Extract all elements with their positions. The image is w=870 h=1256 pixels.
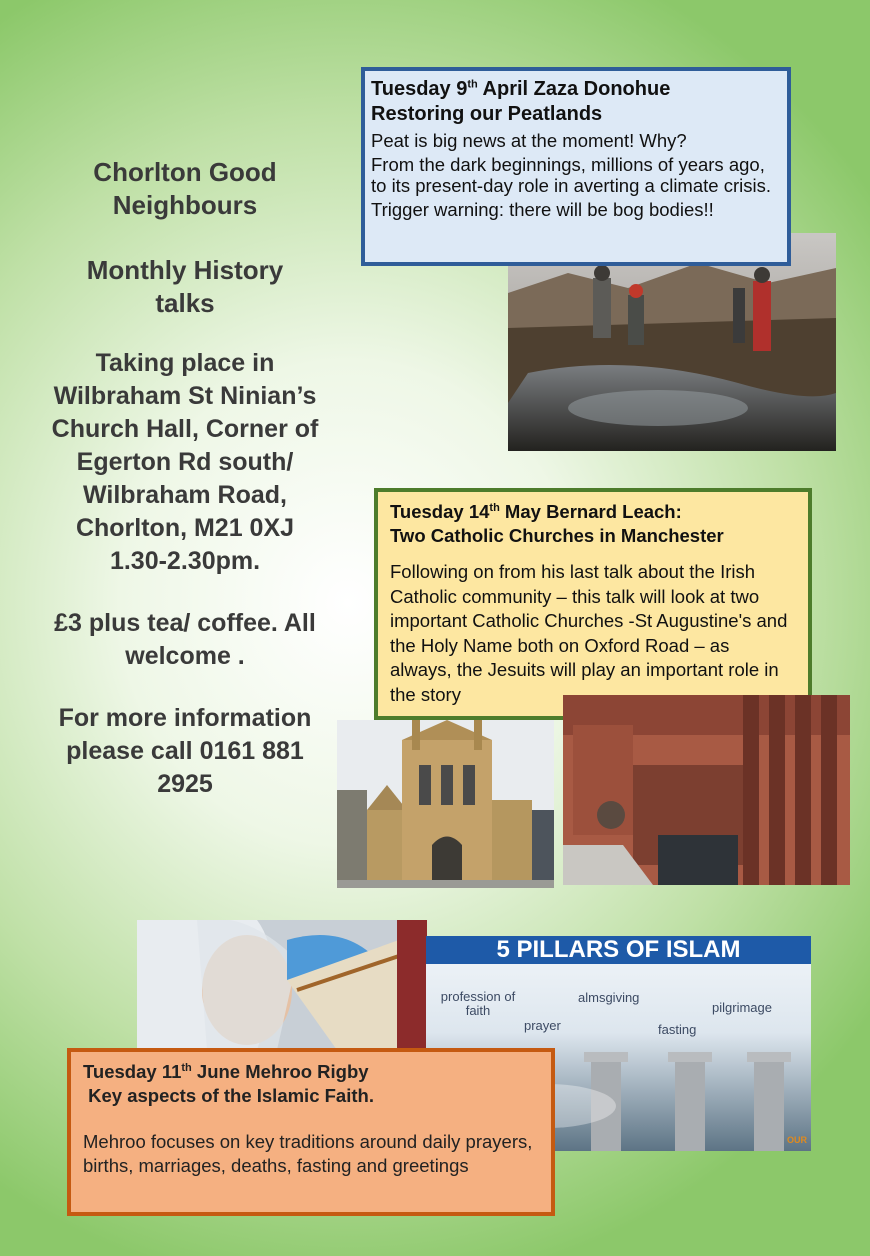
talk-title: Key aspects of the Islamic Faith. [83, 1085, 374, 1106]
series-title-line2: talks [155, 288, 215, 318]
st-augustines-church-photo [563, 695, 850, 885]
talk-description: Mehroo focuses on key traditions around daily prayers, births, marriages, deaths, fasting and greetings [83, 1131, 533, 1176]
pillar-label: profession of faith [440, 989, 516, 1018]
pillar-label: prayer [524, 1018, 561, 1033]
pillar-label: fasting [658, 1022, 697, 1037]
pillars-heading: 5 PILLARS OF ISLAM [426, 936, 811, 964]
series-title-line1: Monthly History [86, 255, 284, 285]
venue-line: Wilbraham St Ninian’s [53, 382, 317, 410]
contact-line: 2925 [157, 770, 213, 798]
contact-line: please call 0161 881 [66, 737, 304, 765]
talk-title: Two Catholic Churches in Manchester [390, 525, 724, 546]
venue-line: Wilbraham Road, [83, 481, 287, 509]
talk-date-speaker: Tuesday 14th May Bernard Leach: [390, 501, 682, 522]
pillar-label: almsgiving [578, 990, 640, 1005]
talk-description: Peat is big news at the moment! Why? [371, 130, 687, 151]
org-name-line2: Neighbours [112, 190, 258, 220]
org-name-line1: Chorlton Good [93, 157, 277, 187]
quran-reading-photo [137, 920, 427, 1050]
venue-line: Egerton Rd south/ [76, 448, 294, 476]
venue-line: 1.30-2.30pm. [109, 547, 261, 575]
price-line: welcome . [125, 642, 245, 670]
contact-line: For more information [58, 704, 312, 732]
venue-line: Church Hall, Corner of [51, 415, 319, 443]
talk-date-speaker: Tuesday 9th April Zaza Donohue [371, 78, 671, 100]
talk-title: Restoring our Peatlands [371, 103, 603, 125]
talk-card-april [361, 67, 791, 266]
intro-column [40, 156, 330, 801]
venue-line: Taking place in [95, 349, 275, 377]
talk-card-june [67, 1048, 555, 1216]
talk-description: From the dark beginnings, millions of years ago, to its present-day role in averting a climate crisis. [371, 154, 771, 196]
talk-card-may [374, 488, 812, 720]
price-line: £3 plus tea/ coffee. All [54, 609, 316, 637]
talk-description: Trigger warning: there will be bog bodies!! [371, 199, 714, 220]
pillar-label: pilgrimage [712, 1000, 772, 1015]
talk-date-speaker: Tuesday 11th June Mehroo Rigby [83, 1061, 369, 1082]
talk-description: Following on from his last talk about the Irish Catholic community – this talk will look at two important Catholic Churches -St Augustine's and the Holy Name both on Oxford Road – as always, the Jesuits will play an important role in the story [390, 561, 788, 705]
pillars-logo: OUR [787, 1135, 807, 1145]
holy-name-church-photo [337, 720, 554, 888]
venue-line: Chorlton, M21 0XJ [75, 514, 295, 542]
